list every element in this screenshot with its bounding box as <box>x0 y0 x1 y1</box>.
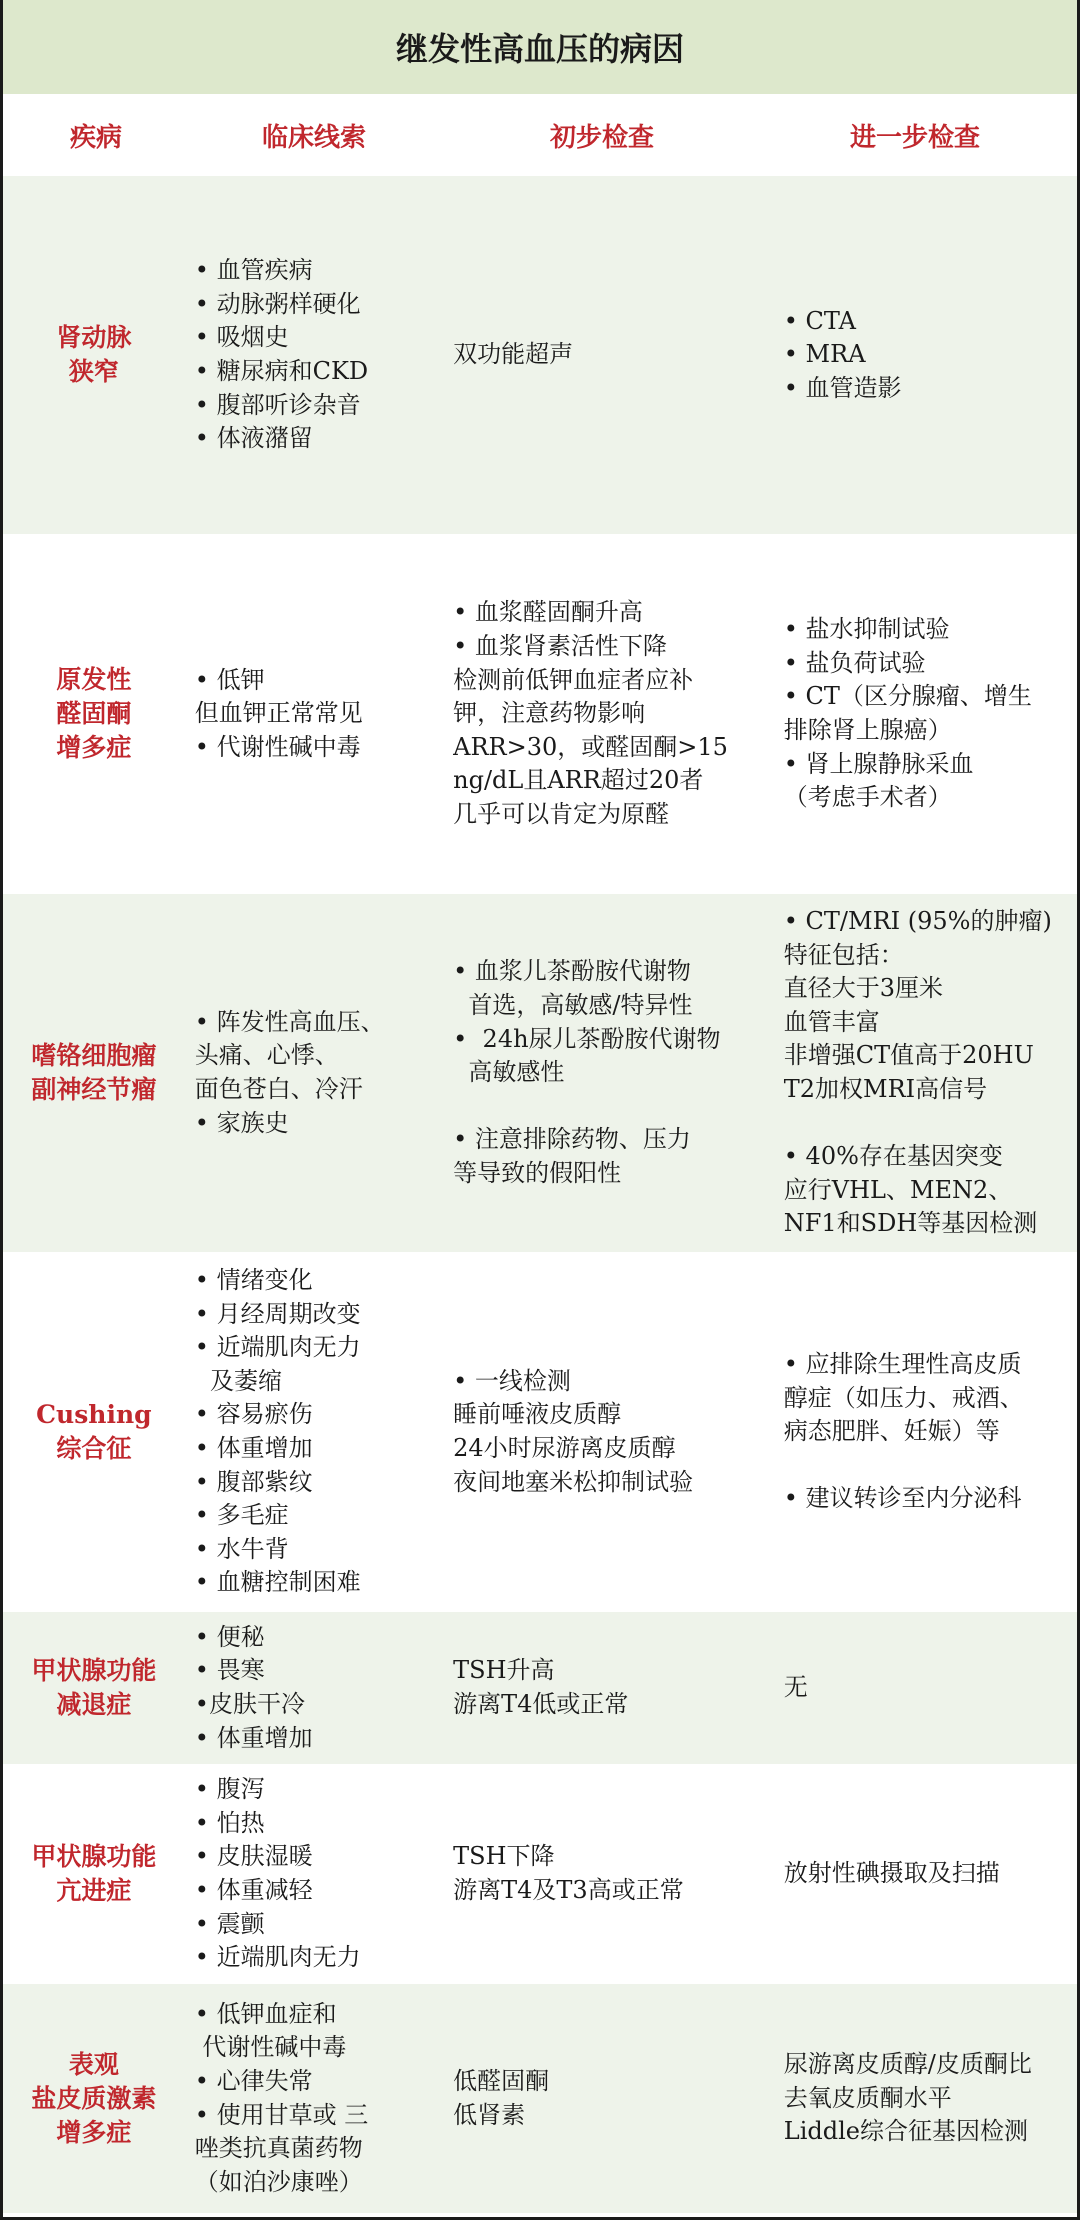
initial-tests-cell-line: 低醛固酮 <box>453 2066 550 2095</box>
further-tests-cell <box>772 1857 1077 1891</box>
initial-tests-cell-line: • 24h尿儿茶酚胺代谢物 <box>453 1024 721 1053</box>
initial-tests-cell-line: ARR>30，或醛固酮>15 <box>453 732 728 761</box>
disease-name: 甲状腺功能 减退症 <box>31 1656 157 1719</box>
clinical-clues-cell-line: • 使用甘草或 三 <box>194 2100 369 2129</box>
further-tests-cell <box>772 305 1077 406</box>
further-tests-cell-line: • 建议转诊至内分泌科 <box>783 1484 1022 1513</box>
initial-tests-cell <box>439 2065 772 2132</box>
further-tests-cell-line: • CT（区分腺瘤、增生 <box>783 682 1032 711</box>
initial-tests-cell-line: ng/dL且ARR超过20者 <box>453 766 704 795</box>
initial-tests-cell-line: • 一线检测 <box>453 1366 571 1395</box>
header-clinical-clues: 临床线索 <box>261 122 366 153</box>
initial-tests-cell-line: 低肾素 <box>453 2100 526 2129</box>
clinical-clues-cell-line: • 便秘 <box>194 1622 265 1651</box>
further-tests-cell-line: • 肾上腺静脉采血 <box>783 749 974 778</box>
further-tests-cell-line: • 40%存在基因突变 <box>783 1142 1003 1171</box>
further-tests-cell-line: 病态肥胖、妊娠）等 <box>783 1417 1000 1446</box>
initial-tests-cell-line: • 注意排除药物、压力 <box>453 1125 691 1154</box>
further-tests-cell-line: 非增强CT值高于20HU <box>783 1041 1034 1070</box>
further-tests-cell-line: • 盐水抑制试验 <box>783 615 950 644</box>
initial-tests-cell <box>439 338 772 372</box>
further-tests-cell-line: 无 <box>783 1673 808 1702</box>
clinical-clues-cell-line: • 家族史 <box>194 1108 289 1137</box>
further-tests-cell-line: NF1和SDH等基因检测 <box>783 1209 1038 1238</box>
disease-name: 甲状腺功能 亢进症 <box>31 1842 157 1905</box>
further-tests-cell-line: 尿游离皮质醇/皮质酮比 <box>783 2050 1032 2079</box>
disease-name: 表观 盐皮质激素 增多症 <box>31 2049 157 2147</box>
clinical-clues-cell-line: • 血管疾病 <box>194 256 313 285</box>
clinical-clues-cell-line: • 体重增加 <box>194 1434 313 1462</box>
further-tests-cell <box>772 1671 1077 1705</box>
initial-tests-cell-line: 夜间地塞米松抑制试验 <box>453 1467 694 1496</box>
initial-tests-cell-line: 24小时尿游离皮质醇 <box>453 1434 676 1462</box>
clinical-clues-cell-line: 代谢性碱中毒 <box>194 2033 347 2062</box>
disease-name: 嗜铬细胞瘤 副神经节瘤 <box>31 1041 157 1104</box>
further-tests-cell-line: • 应排除生理性高皮质 <box>783 1350 1022 1379</box>
table-row <box>3 1764 1077 1984</box>
initial-tests-cell-line: • 血浆儿茶酚胺代谢物 <box>453 957 691 986</box>
clinical-clues-cell-line: • 代谢性碱中毒 <box>194 732 361 761</box>
clinical-clues-cell-line: • 腹泻 <box>194 1775 265 1804</box>
further-tests-cell-line: • MRA <box>783 340 866 369</box>
further-tests-cell-line: • 盐负荷试验 <box>783 648 926 677</box>
clinical-clues-cell-line: • 动脉粥样硬化 <box>194 289 361 318</box>
initial-tests-cell-line: 钾，注意药物影响 <box>453 699 646 728</box>
further-tests-cell <box>772 1348 1077 1516</box>
clinical-clues-cell-line: • 情绪变化 <box>194 1266 313 1295</box>
initial-tests-cell <box>439 955 772 1190</box>
further-tests-cell-line: 应行VHL、MEN2、 <box>783 1175 1013 1204</box>
clinical-clues-cell-line: • 低钾 <box>194 665 265 694</box>
clinical-clues-cell-line: • 血糖控制困难 <box>194 1568 361 1597</box>
initial-tests-cell-line: • 血浆醛固酮升高 <box>453 598 643 627</box>
initial-tests-cell-line: 睡前唾液皮质醇 <box>453 1400 622 1429</box>
clinical-clues-cell-line: 头痛、心悸、 <box>194 1041 339 1070</box>
further-tests-cell <box>772 2048 1077 2149</box>
clinical-clues-cell <box>185 1621 439 1755</box>
table-row <box>3 894 1077 1252</box>
clinical-clues-cell-line: • 容易瘀伤 <box>194 1400 313 1429</box>
initial-tests-cell-line: 高敏感性 <box>453 1058 565 1087</box>
further-tests-cell-line: 血管丰富 <box>783 1007 880 1036</box>
further-tests-cell-line: 直径大于3厘米 <box>783 974 944 1003</box>
table-row <box>3 1612 1077 1764</box>
clinical-clues-cell-line: •皮肤干冷 <box>194 1690 305 1718</box>
initial-tests-cell <box>439 1840 772 1907</box>
header-disease: 疾病 <box>69 122 122 153</box>
clinical-clues-cell-line: • 震颤 <box>194 1909 265 1938</box>
initial-tests-cell <box>439 1654 772 1721</box>
initial-tests-cell-line: 等导致的假阳性 <box>453 1158 622 1187</box>
further-tests-cell-line: • 血管造影 <box>783 373 902 402</box>
clinical-clues-cell-line: • 糖尿病和CKD <box>194 357 369 385</box>
clinical-clues-cell-line: 面色苍白、冷汗 <box>194 1075 363 1103</box>
further-tests-cell-line: （考虑手术者） <box>783 783 952 812</box>
initial-tests-cell-line: TSH升高 <box>453 1656 555 1685</box>
initial-tests-cell-line <box>453 1090 772 1124</box>
clinical-clues-cell <box>185 664 439 765</box>
initial-tests-cell-line: 几乎可以肯定为原醛 <box>453 799 670 828</box>
clinical-clues-cell-line: • 体重减轻 <box>194 1876 313 1904</box>
header-row <box>3 94 1077 176</box>
clinical-clues-cell-line: • 皮肤湿暖 <box>194 1842 313 1871</box>
clinical-clues-cell-line: • 心律失常 <box>194 2066 313 2095</box>
clinical-clues-cell <box>185 1998 439 2200</box>
clinical-clues-cell-line: 唑类抗真菌药物 <box>194 2134 363 2163</box>
further-tests-cell-line: 特征包括： <box>783 940 904 969</box>
initial-tests-cell-line: 检测前低钾血症者应补 <box>453 665 694 694</box>
clinical-clues-cell-line: • 腹部紫纹 <box>194 1467 313 1496</box>
clinical-clues-cell <box>185 1264 439 1600</box>
further-tests-cell-line: • CTA <box>783 306 856 335</box>
further-tests-cell-line: T2加权MRI高信号 <box>783 1075 988 1103</box>
clinical-clues-cell-line: • 阵发性高血压、 <box>194 1007 385 1036</box>
clinical-clues-cell-line: • 水牛背 <box>194 1534 289 1563</box>
clinical-clues-cell-line: • 体液潴留 <box>194 424 313 453</box>
clinical-clues-cell-line: • 畏寒 <box>194 1656 265 1685</box>
clinical-clues-cell-line: • 吸烟史 <box>194 323 289 352</box>
clinical-clues-cell-line: • 近端肌肉无力 <box>194 1943 361 1972</box>
clinical-clues-cell <box>185 254 439 456</box>
table-title: 继发性高血压的病因 <box>3 0 1077 94</box>
clinical-clues-cell-line: • 怕热 <box>194 1808 265 1837</box>
clinical-clues-cell-line: • 低钾血症和 <box>194 1999 337 2028</box>
header-further-tests: 进一步检查 <box>849 122 980 153</box>
further-tests-cell-line: • CT/MRI (95%的肿瘤) <box>783 907 1052 936</box>
further-tests-cell-line: 去氧皮质酮水平 <box>783 2083 952 2112</box>
disease-name: 肾动脉 狭窄 <box>56 323 132 386</box>
table-row <box>3 1252 1077 1612</box>
clinical-clues-cell <box>185 1006 439 1140</box>
further-tests-cell-line: 醇症（如压力、戒酒、 <box>783 1383 1024 1412</box>
initial-tests-cell-line: 游离T4低或正常 <box>453 1690 629 1718</box>
table-row <box>3 1984 1077 2213</box>
clinical-clues-cell-line: 但血钾正常常见 <box>194 699 363 728</box>
further-tests-cell <box>772 905 1077 1241</box>
table-row <box>3 176 1077 534</box>
clinical-clues-cell <box>185 1773 439 1975</box>
table-body <box>3 176 1077 2213</box>
further-tests-cell-line: Liddle综合征基因检测 <box>783 2117 1028 2146</box>
disease-name: Cushing 综合征 <box>36 1400 152 1463</box>
initial-tests-cell-line: • 血浆肾素活性下降 <box>453 632 667 661</box>
clinical-clues-cell-line: • 月经周期改变 <box>194 1299 361 1328</box>
clinical-clues-cell-line: （如泊沙康唑） <box>194 2167 363 2196</box>
disease-name: 原发性 醛固酮 增多症 <box>56 665 132 762</box>
initial-tests-cell-line: 游离T4及T3高或正常 <box>453 1876 684 1904</box>
clinical-clues-cell-line: • 多毛症 <box>194 1501 289 1530</box>
table-row <box>3 534 1077 894</box>
further-tests-cell-line <box>784 1449 1077 1483</box>
further-tests-cell-line: 排除肾上腺癌） <box>783 716 952 744</box>
further-tests-cell-line: 放射性碘摄取及扫描 <box>783 1859 1000 1888</box>
initial-tests-cell <box>439 1365 772 1499</box>
further-tests-cell-line <box>784 1107 1077 1141</box>
clinical-clues-cell-line: 及萎缩 <box>194 1366 283 1395</box>
further-tests-cell <box>772 613 1077 815</box>
initial-tests-cell <box>439 596 772 831</box>
clinical-clues-cell-line: • 体重增加 <box>194 1723 313 1752</box>
clinical-clues-cell-line: • 腹部听诊杂音 <box>194 390 361 419</box>
header-initial-tests: 初步检查 <box>549 122 654 153</box>
initial-tests-cell-line: 双功能超声 <box>453 340 574 369</box>
clinical-clues-cell-line: • 近端肌肉无力 <box>194 1333 361 1362</box>
initial-tests-cell-line: TSH下降 <box>453 1842 555 1871</box>
initial-tests-cell-line: 首选，高敏感/特异性 <box>453 991 693 1020</box>
